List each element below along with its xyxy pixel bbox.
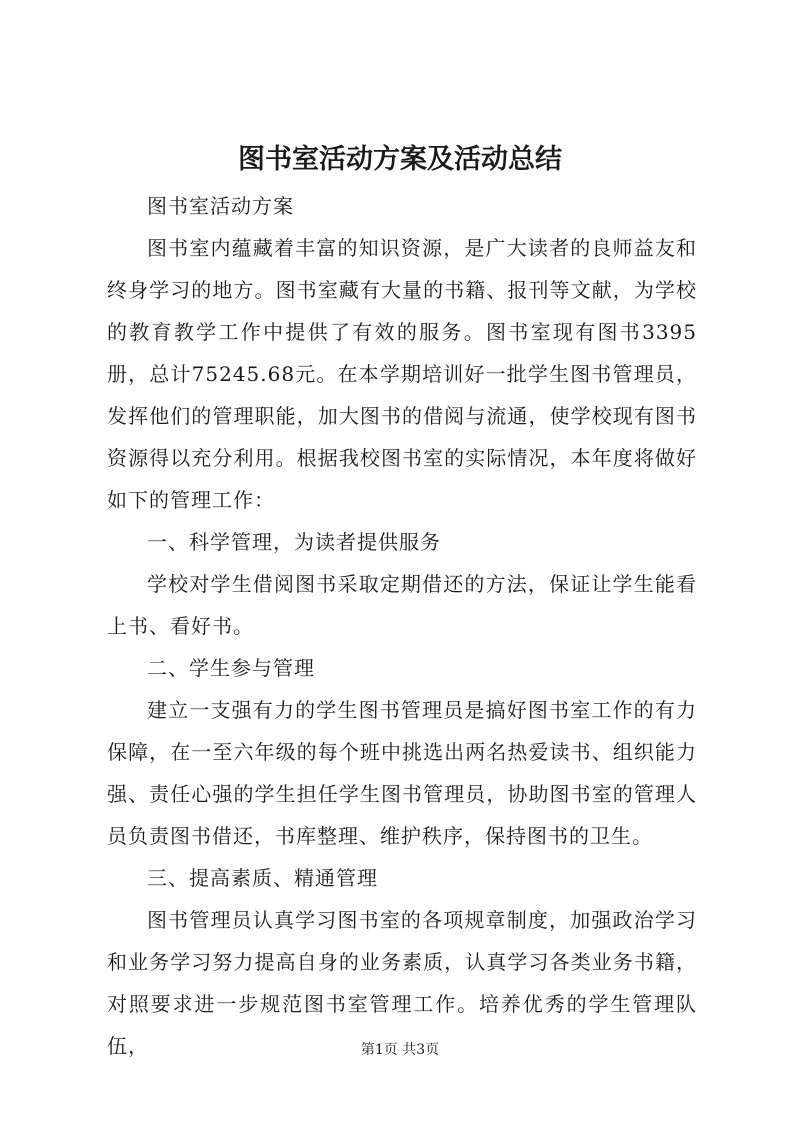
section-heading: 图书室活动方案 — [147, 194, 294, 218]
paragraph: 图书室内蕴藏着丰富的知识资源，是广大读者的良师益友和终身学习的地方。图书室藏有大量的书籍、报刊等文献，为学校的教育教学工作中提供了有效的服务。图书室现有图书3395册，总计75245.68元。在本学期培训好一批学生图书管理员，发挥他们的管理职能，加大图书的借阅与流通，使学校现有图书资源得以充分利用。根据我校图书室的实际情况，本年度将做好如下的管理工作： — [107, 236, 697, 512]
page-number-footer: 第1页 共3页 — [360, 1042, 440, 1058]
section-heading: 二、学生参与管理 — [147, 656, 315, 680]
paragraph: 学校对学生借阅图书采取定期借还的方法，保证让学生能看上书、看好书。 — [107, 572, 697, 638]
section-heading: 三、提高素质、精通管理 — [147, 866, 378, 890]
document-title: 图书室活动方案及活动总结 — [238, 144, 562, 175]
section-heading: 一、科学管理，为读者提供服务 — [147, 530, 441, 554]
document-body — [107, 185, 697, 1067]
paragraph: 建立一支强有力的学生图书管理员是搞好图书室工作的有力保障，在一至六年级的每个班中挑选出两名热爱读书、组织能力强、责任心强的学生担任学生图书管理员，协助图书室的管理人员负责图书借还，书库整理、维护秩序，保持图书的卫生。 — [107, 698, 697, 848]
paragraph: 图书管理员认真学习图书室的各项规章制度，加强政治学习和业务学习努力提高自身的业务素质，认真学习各类业务书籍，对照要求进一步规范图书室管理工作。培养优秀的学生管理队伍， — [107, 908, 697, 1058]
